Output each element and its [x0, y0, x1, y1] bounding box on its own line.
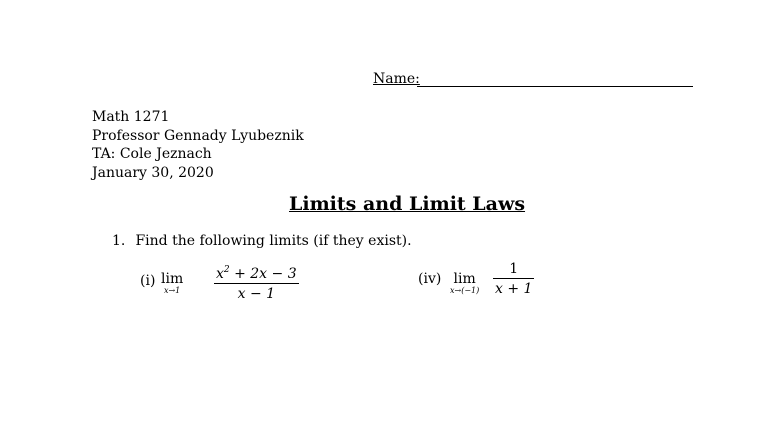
- part-i-limit-operator: [161, 272, 183, 295]
- lim-approach: x→1: [163, 286, 181, 295]
- ta-name: TA: Cole Jeznach: [92, 146, 212, 162]
- course-number: Math 1271: [92, 109, 170, 125]
- date: January 30, 2020: [92, 164, 214, 181]
- question-number: 1.: [112, 233, 126, 249]
- professor-name: Professor Gennady Lyubeznik: [92, 127, 304, 144]
- lim-word: lim: [453, 271, 476, 287]
- part-i-label: (i): [140, 273, 156, 289]
- fraction-numerator: $x^2 + 2x - 3$: [216, 265, 297, 282]
- part-iv-fraction: [493, 261, 534, 297]
- name-field-line: [417, 86, 693, 87]
- name-label: Name:: [373, 71, 420, 87]
- question-1: [112, 233, 412, 249]
- lim-approach: x→(−1): [450, 286, 480, 295]
- question-text: Find the following limits (if they exist).: [135, 233, 412, 249]
- fraction-bar: [493, 278, 534, 279]
- fraction-numerator: 1: [509, 261, 519, 277]
- fraction-bar: [214, 283, 299, 284]
- lim-word: lim: [161, 271, 184, 287]
- fraction-denominator: x − 1: [237, 286, 276, 302]
- page-title: Limits and Limit Laws: [289, 193, 526, 215]
- part-iv-limit-operator: [450, 272, 479, 295]
- course-info: [92, 108, 304, 182]
- part-i-fraction: [214, 262, 299, 302]
- fraction-denominator: x + 1: [495, 281, 533, 297]
- part-iv-label: (iv): [418, 271, 442, 287]
